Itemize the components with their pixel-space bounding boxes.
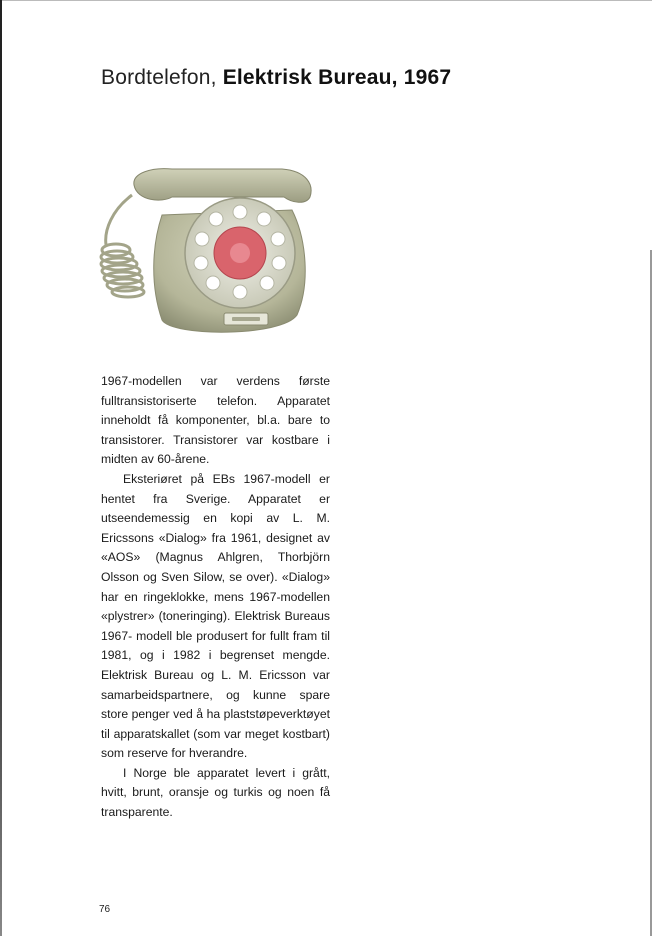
page-top-edge	[0, 0, 652, 1]
coiled-cord	[101, 195, 144, 297]
paragraph-3: I Norge ble apparatet levert i grått, hvitt, brunt, oransje og turkis og noen få transparente.	[101, 765, 330, 820]
page-left-edge	[0, 0, 2, 936]
article-body	[101, 372, 330, 823]
rotary-telephone-icon	[92, 155, 322, 345]
page-number: 76	[99, 904, 111, 915]
title-bold: Elektrisk Bureau, 1967	[222, 66, 452, 89]
page-title	[101, 66, 451, 90]
paragraph-1: 1967-modellen var verdens første fulltransistoriserte telefon. Apparatet inneholdt få komponenter, bl.a. bare to transistorer. Transistorer var kostbare i midten av 60-årene.	[101, 374, 330, 467]
title-light: Bordtelefon,	[101, 66, 223, 89]
paragraph-2: Eksteriøret på EBs 1967-modell er hentet fra Sverige. Apparatet er utseendemessig en kopi av L. M. Ericssons «Dialog» fra 1961, designet av «AOS» (Magnus Ahlgren, Thorbjörn Olsson og Sven Silow, se over). «Dialog» har en ringeklokke, mens 1967-modellen «plystrer» (toneringing). Elektrisk Bureaus 1967- modell ble produsert for fullt fram til 1981, og i 1982 i begrenset mengde. Elektrisk Bureau og L. M. Ericsson var samarbeidspartnere, og kunne spare store penger ved å ha plaststøpeverktøyet til apparatskallet (som var meget kostbart) som reserve for hverandre.	[101, 471, 330, 761]
